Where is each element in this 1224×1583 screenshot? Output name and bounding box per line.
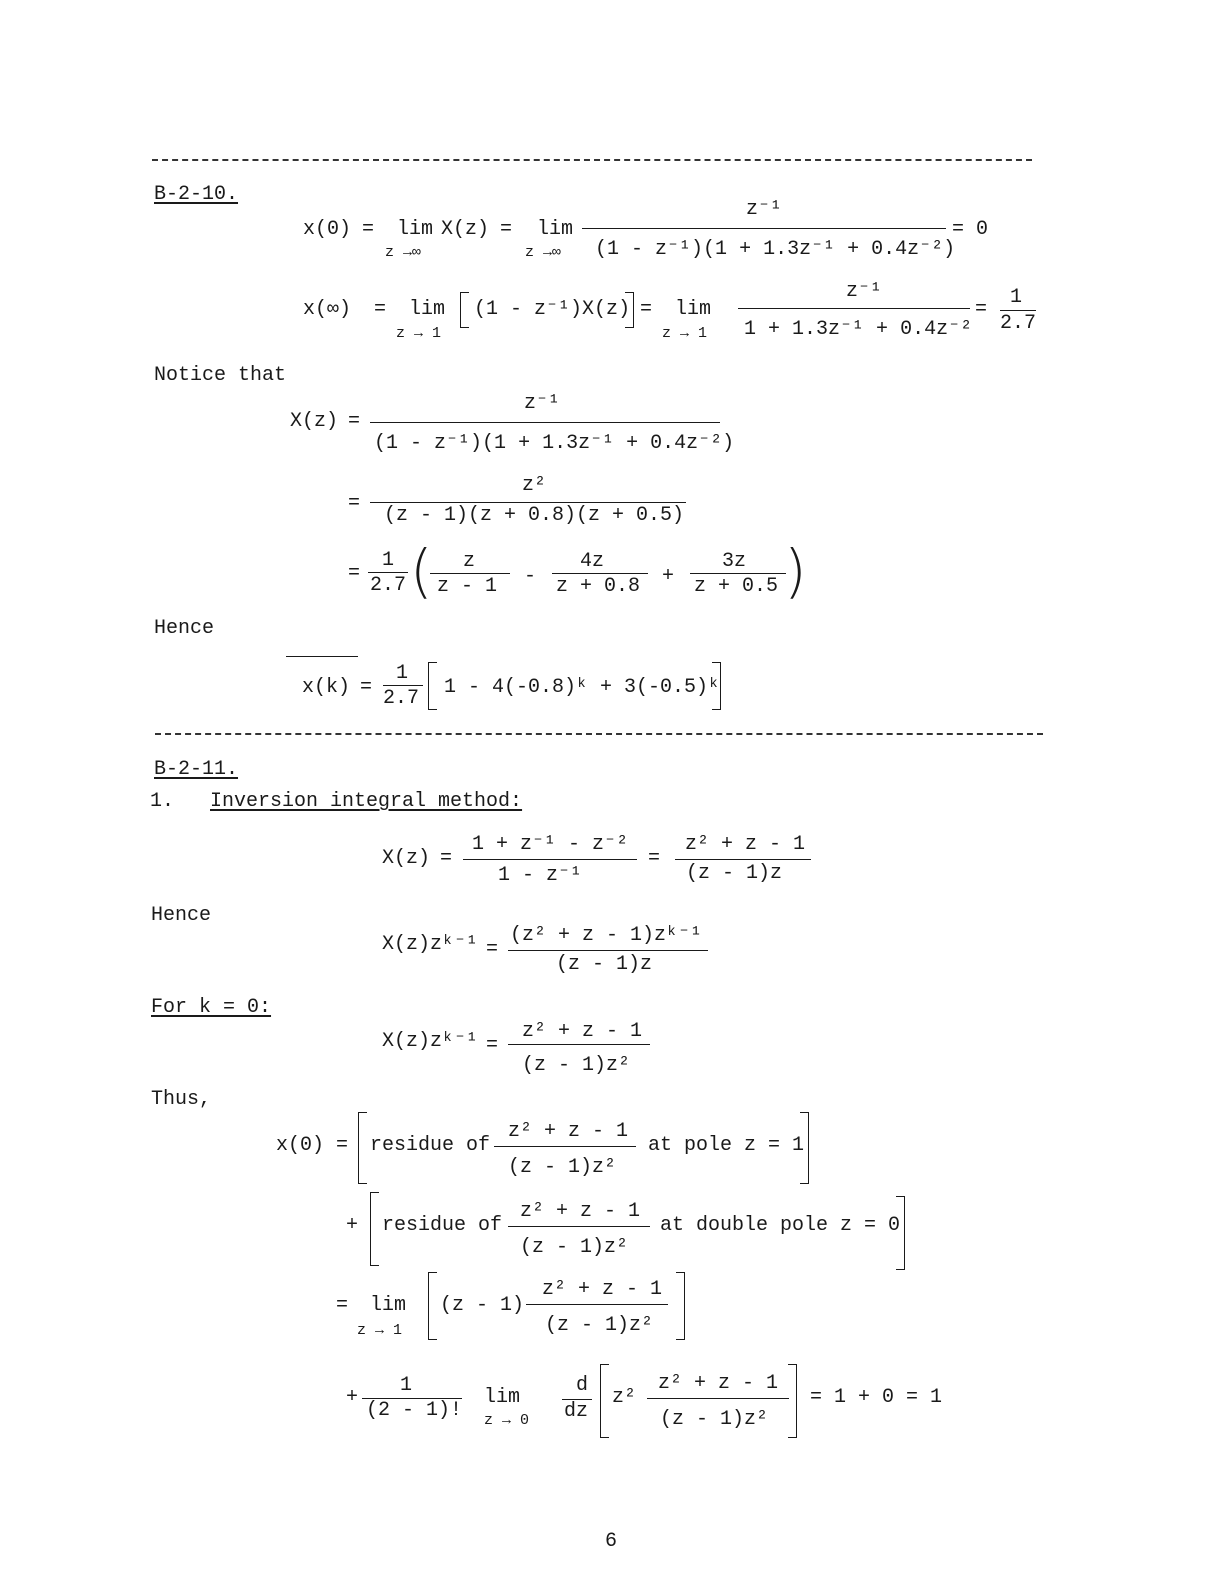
fraction-bar: [647, 1398, 789, 1399]
fraction-denominator: 1 + 1.3z⁻¹ + 0.4z⁻²: [744, 318, 973, 341]
fraction-denominator: 2.7: [370, 574, 407, 597]
fraction-numerator: 1: [382, 549, 395, 572]
left-bracket: [428, 662, 437, 710]
lim-label: lim: [397, 218, 434, 241]
equals-sign: =: [348, 410, 361, 433]
x0-lhs: x(0): [303, 218, 352, 241]
lim-label: lim: [675, 298, 712, 321]
lim-label: lim: [484, 1386, 521, 1409]
equals-sign: =: [648, 847, 661, 870]
minus-sign: -: [524, 565, 537, 588]
fraction-bar: [383, 685, 423, 686]
fraction-numerator: 1: [1010, 286, 1023, 309]
fraction-numerator: z⁻¹: [846, 280, 883, 303]
fraction-bar: [508, 950, 708, 951]
left-bracket: [460, 292, 469, 328]
left-bracket: [428, 1272, 437, 1340]
page-number: 6: [605, 1530, 618, 1553]
derivative-numerator: d: [576, 1374, 589, 1397]
Xz-lhs: X(z): [382, 847, 431, 870]
fraction-numerator: z² + z - 1: [542, 1278, 663, 1301]
x0-lhs: x(0): [276, 1134, 325, 1157]
fraction-denominator: (z - 1)z²: [520, 1236, 629, 1259]
fraction-denominator: z + 0.5: [694, 575, 779, 598]
fraction-bar: [552, 573, 648, 574]
fraction-numerator: 3z: [722, 550, 747, 573]
right-paren: ): [784, 537, 807, 605]
fraction-denominator: (1 - z⁻¹)(1 + 1.3z⁻¹ + 0.4z⁻²): [595, 238, 956, 261]
equals-sign: =: [486, 1034, 499, 1057]
lim-X: X(z): [441, 218, 490, 241]
Xzk-lhs: X(z)zᵏ⁻¹: [382, 1030, 479, 1053]
fraction-bar: [368, 572, 408, 573]
lim-label: lim: [370, 1294, 407, 1317]
fraction-numerator: 1: [396, 662, 409, 685]
xinf-lhs: x(∞): [303, 298, 352, 321]
left-paren: (: [410, 537, 433, 605]
fraction-bar: [1000, 310, 1036, 311]
thus-label: Thus,: [151, 1088, 212, 1111]
lim-subscript: z →∞: [385, 244, 422, 261]
item-title: Inversion integral method:: [210, 790, 523, 813]
fraction-denominator: (z - 1)z²: [508, 1156, 617, 1179]
fraction-bar: [508, 1226, 650, 1227]
section-label-b-2-10: B-2-10.: [154, 183, 239, 206]
plus-sign: +: [346, 1386, 359, 1409]
residue-of-label: residue of: [370, 1134, 491, 1157]
fraction-denominator: (2 - 1)!: [366, 1399, 463, 1422]
equals-sign: =: [640, 298, 653, 321]
Xzk-lhs: X(z)zᵏ⁻¹: [382, 933, 479, 956]
fraction-denominator: (z - 1)(z + 0.8)(z + 0.5): [384, 504, 685, 527]
fraction-bar: [526, 1304, 668, 1305]
result: = 0: [952, 218, 989, 241]
fraction-numerator: z⁻¹: [524, 392, 561, 415]
plus-sign: +: [346, 1214, 359, 1237]
equals-sign: =: [440, 847, 453, 870]
fraction-numerator: z²: [522, 474, 547, 497]
left-bracket: [600, 1364, 609, 1438]
fraction-numerator: z² + z - 1: [520, 1200, 641, 1223]
lim-subscript: z →∞: [525, 244, 562, 261]
bracket-content: (1 - z⁻¹)X(z): [474, 298, 631, 321]
fraction-numerator: z: [463, 550, 476, 573]
fraction-numerator: 1 + z⁻¹ - z⁻²: [472, 833, 629, 856]
equals-sign: =: [360, 676, 373, 699]
equals-sign: =: [336, 1294, 349, 1317]
Xz-lhs: X(z): [290, 410, 339, 433]
equals-sign: =: [975, 298, 988, 321]
fraction-numerator: 1: [400, 1374, 413, 1397]
fraction-denominator: (z - 1)z²: [660, 1408, 769, 1431]
equals-sign: =: [362, 218, 375, 241]
fraction-numerator: (z² + z - 1)zᵏ⁻¹: [510, 924, 703, 947]
at-double-pole-label: at double pole z = 0: [660, 1214, 901, 1237]
lim-label: lim: [537, 218, 574, 241]
at-pole-label: at pole z = 1: [648, 1134, 805, 1157]
lim-label: lim: [409, 298, 446, 321]
equals-sign: =: [374, 298, 387, 321]
left-bracket: [358, 1112, 367, 1184]
right-bracket: [676, 1272, 685, 1340]
fraction-numerator: z² + z - 1: [522, 1020, 643, 1043]
lim-subscript: z → 1: [357, 1322, 403, 1339]
fraction-denominator: 1 - z⁻¹: [498, 864, 583, 887]
hence-label: Hence: [151, 904, 212, 927]
xk-lhs: x(k): [302, 676, 351, 699]
fraction-denominator: z + 0.8: [556, 575, 641, 598]
fraction-bar: [582, 228, 946, 229]
equals-sign: =: [336, 1134, 349, 1157]
xk-bracket-content: 1 - 4(-0.8)ᵏ + 3(-0.5)ᵏ: [444, 676, 721, 699]
derivative-denominator: dz: [564, 1400, 589, 1423]
factor-z-minus-1: (z - 1): [440, 1294, 525, 1317]
right-bracket: [896, 1196, 905, 1270]
for-k0-label: For k = 0:: [151, 996, 272, 1019]
fraction-denominator: 2.7: [383, 687, 420, 710]
right-bracket: [788, 1364, 797, 1438]
equals-sign: =: [486, 938, 499, 961]
fraction-denominator: (z - 1)z²: [545, 1314, 654, 1337]
fraction-bar: [508, 1044, 650, 1045]
hence-label: Hence: [154, 617, 215, 640]
fraction-numerator: z² + z - 1: [508, 1120, 629, 1143]
lim-subscript: z → 1: [396, 325, 442, 342]
section-label-b-2-11: B-2-11.: [154, 758, 239, 781]
item-number: 1.: [150, 790, 175, 813]
right-bracket: [625, 292, 634, 328]
left-bracket: [370, 1192, 379, 1266]
section-divider: [155, 733, 1043, 735]
fraction-bar: [675, 859, 811, 860]
fraction-denominator: (z - 1)z: [556, 953, 653, 976]
fraction-denominator: (z - 1)z: [686, 862, 783, 885]
fraction-bar: [738, 308, 970, 309]
fraction-denominator: 2.7: [1000, 312, 1037, 335]
overline-mark: [286, 656, 358, 657]
fraction-bar: [370, 422, 720, 423]
z-squared-factor: z²: [612, 1386, 637, 1409]
notice-that-label: Notice that: [154, 364, 287, 387]
fraction-denominator: (z - 1)z²: [522, 1054, 631, 1077]
fraction-bar: [370, 502, 686, 503]
fraction-numerator: z² + z - 1: [658, 1372, 779, 1395]
plus-sign: +: [662, 565, 675, 588]
section-divider: [152, 159, 1032, 161]
fraction-numerator: 4z: [580, 550, 605, 573]
fraction-numerator: z⁻¹: [746, 198, 783, 221]
final-result: = 1 + 0 = 1: [810, 1386, 943, 1409]
residue-of-label: residue of: [382, 1214, 503, 1237]
fraction-denominator: z - 1: [437, 575, 498, 598]
fraction-bar: [463, 859, 637, 860]
right-bracket: [712, 662, 721, 710]
fraction-denominator: (1 - z⁻¹)(1 + 1.3z⁻¹ + 0.4z⁻²): [374, 432, 735, 455]
fraction-bar: [690, 573, 786, 574]
equals-sign: =: [348, 562, 361, 585]
lim-subscript: z → 1: [662, 325, 708, 342]
fraction-bar: [494, 1146, 636, 1147]
lim-subscript: z → 0: [484, 1412, 530, 1429]
equals-sign: =: [500, 218, 513, 241]
right-bracket: [800, 1112, 809, 1184]
fraction-numerator: z² + z - 1: [685, 833, 806, 856]
fraction-bar: [430, 573, 510, 574]
equals-sign: =: [348, 492, 361, 515]
